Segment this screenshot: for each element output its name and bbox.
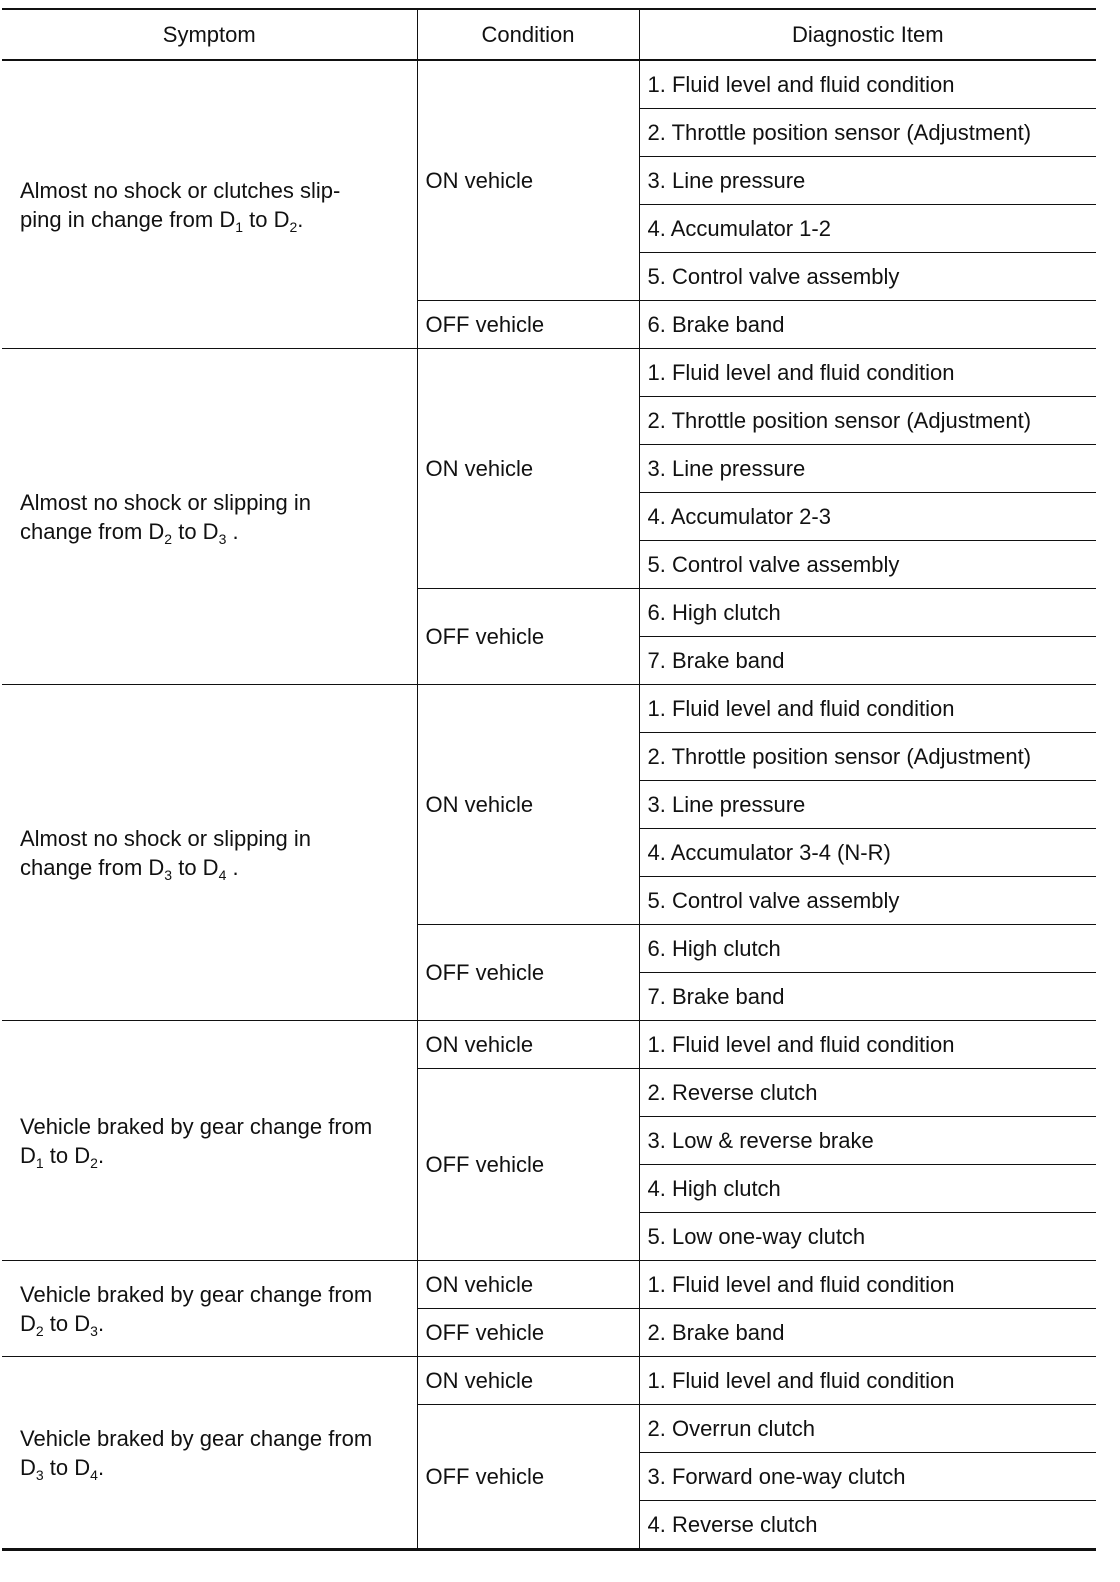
symptom-line-2: D bbox=[20, 1454, 36, 1480]
symptom-line-2-end: . bbox=[97, 1142, 105, 1168]
gear-subscript-to: 4 bbox=[218, 866, 227, 883]
condition-cell: ON vehicle bbox=[417, 349, 639, 589]
symptom-line-1: Vehicle braked by gear change from bbox=[20, 1113, 373, 1139]
symptom-line-1: Vehicle braked by gear change from bbox=[20, 1281, 373, 1307]
condition-cell: OFF vehicle bbox=[417, 301, 639, 349]
symptom-line-2-mid: to D bbox=[43, 1142, 91, 1168]
diagnostic-table bbox=[2, 8, 1096, 1551]
table-row bbox=[2, 1261, 1096, 1309]
symptom-cell bbox=[2, 1021, 417, 1261]
diagnostic-item-cell: 1. Fluid level and fluid condition bbox=[639, 685, 1096, 733]
diagnostic-item-cell: 1. Fluid level and fluid condition bbox=[639, 60, 1096, 109]
symptom-line-2-mid: to D bbox=[43, 1310, 91, 1336]
symptom-line-1: Almost no shock or slipping in bbox=[20, 825, 312, 851]
diagnostic-item-cell: 4. Reverse clutch bbox=[639, 1501, 1096, 1550]
symptom-line-2-end: . bbox=[97, 1310, 105, 1336]
diagnostic-item-cell: 1. Fluid level and fluid condition bbox=[639, 1357, 1096, 1405]
table-row bbox=[2, 60, 1096, 109]
diagnostic-item-cell: 4. Accumulator 2-3 bbox=[639, 493, 1096, 541]
symptom-line-2-mid: to D bbox=[172, 518, 219, 544]
symptom-cell bbox=[2, 685, 417, 1021]
condition-cell: ON vehicle bbox=[417, 1357, 639, 1405]
header-condition: Condition bbox=[417, 9, 639, 60]
symptom-line-2-mid: to D bbox=[172, 854, 219, 880]
symptom-line-2-end: . bbox=[226, 854, 239, 880]
gear-subscript-from: 1 bbox=[35, 1154, 44, 1171]
gear-subscript-to: 2 bbox=[90, 1154, 98, 1171]
diagnostic-item-cell: 5. Low one-way clutch bbox=[639, 1213, 1096, 1261]
diagnostic-item-cell: 2. Reverse clutch bbox=[639, 1069, 1096, 1117]
symptom-cell bbox=[2, 1261, 417, 1357]
symptom-line-2-end: . bbox=[297, 206, 304, 232]
symptom-line-2: change from D bbox=[20, 854, 165, 880]
diagnostic-item-cell: 3. Forward one-way clutch bbox=[639, 1453, 1096, 1501]
header-diagnostic-item: Diagnostic Item bbox=[639, 9, 1096, 60]
symptom-line-2-end: . bbox=[97, 1454, 105, 1480]
symptom-line-2: ping in change from D bbox=[20, 206, 236, 232]
symptom-line-2-end: . bbox=[226, 518, 239, 544]
diagnostic-item-cell: 4. Accumulator 3-4 (N-R) bbox=[639, 829, 1096, 877]
gear-subscript-from: 3 bbox=[35, 1466, 44, 1483]
gear-subscript-from: 2 bbox=[35, 1322, 44, 1339]
condition-cell: ON vehicle bbox=[417, 60, 639, 301]
diagnostic-item-cell: 5. Control valve assembly bbox=[639, 877, 1096, 925]
diagnostic-item-cell: 2. Throttle position sensor (Adjustment) bbox=[639, 397, 1096, 445]
diagnostic-item-cell: 2. Throttle position sensor (Adjustment) bbox=[639, 733, 1096, 781]
gear-subscript-to: 2 bbox=[289, 218, 298, 235]
condition-cell: OFF vehicle bbox=[417, 589, 639, 685]
diagnostic-item-cell: 1. Fluid level and fluid condition bbox=[639, 349, 1096, 397]
diagnostic-item-cell: 4. High clutch bbox=[639, 1165, 1096, 1213]
symptom-line-2: change from D bbox=[20, 518, 165, 544]
table-row bbox=[2, 349, 1096, 397]
gear-subscript-to: 3 bbox=[218, 530, 227, 547]
gear-subscript-to: 3 bbox=[90, 1322, 98, 1339]
symptom-cell bbox=[2, 60, 417, 349]
diagnostic-item-cell: 4. Accumulator 1-2 bbox=[639, 205, 1096, 253]
symptom-line-2-mid: to D bbox=[243, 206, 290, 232]
symptom-line-1: Vehicle braked by gear change from bbox=[20, 1425, 373, 1451]
header-symptom: Symptom bbox=[2, 9, 417, 60]
condition-cell: ON vehicle bbox=[417, 685, 639, 925]
gear-subscript-to: 4 bbox=[90, 1466, 98, 1483]
gear-subscript-from: 2 bbox=[164, 530, 173, 547]
diagnostic-item-cell: 6. High clutch bbox=[639, 589, 1096, 637]
diagnostic-item-cell: 2. Overrun clutch bbox=[639, 1405, 1096, 1453]
symptom-cell bbox=[2, 349, 417, 685]
diagnostic-item-cell: 5. Control valve assembly bbox=[639, 541, 1096, 589]
diagnostic-item-cell: 1. Fluid level and fluid condition bbox=[639, 1261, 1096, 1309]
diagnostic-item-cell: 3. Line pressure bbox=[639, 157, 1096, 205]
symptom-line-2-mid: to D bbox=[43, 1454, 91, 1480]
diagnostic-item-cell: 6. High clutch bbox=[639, 925, 1096, 973]
symptom-line-1: Almost no shock or clutches slip- bbox=[20, 177, 341, 203]
gear-subscript-from: 1 bbox=[235, 218, 244, 235]
diagnostic-item-cell: 3. Line pressure bbox=[639, 445, 1096, 493]
diagnostic-item-cell: 3. Low & reverse brake bbox=[639, 1117, 1096, 1165]
condition-cell: OFF vehicle bbox=[417, 1309, 639, 1357]
symptom-line-1: Almost no shock or slipping in bbox=[20, 489, 312, 515]
symptom-line-2: D bbox=[20, 1310, 36, 1336]
condition-cell: ON vehicle bbox=[417, 1021, 639, 1069]
diagnostic-item-cell: 2. Brake band bbox=[639, 1309, 1096, 1357]
gear-subscript-from: 3 bbox=[164, 866, 173, 883]
symptom-line-2: D bbox=[20, 1142, 36, 1168]
table-row bbox=[2, 1021, 1096, 1069]
table-body bbox=[2, 60, 1096, 1550]
diagnostic-item-cell: 3. Line pressure bbox=[639, 781, 1096, 829]
diagnostic-item-cell: 1. Fluid level and fluid condition bbox=[639, 1021, 1096, 1069]
diagnostic-item-cell: 7. Brake band bbox=[639, 973, 1096, 1021]
table-row bbox=[2, 1357, 1096, 1405]
diagnostic-item-cell: 7. Brake band bbox=[639, 637, 1096, 685]
condition-cell: OFF vehicle bbox=[417, 1405, 639, 1550]
diagnostic-item-cell: 5. Control valve assembly bbox=[639, 253, 1096, 301]
condition-cell: OFF vehicle bbox=[417, 925, 639, 1021]
table-row bbox=[2, 685, 1096, 733]
diagnostic-item-cell: 2. Throttle position sensor (Adjustment) bbox=[639, 109, 1096, 157]
diagnostic-item-cell: 6. Brake band bbox=[639, 301, 1096, 349]
symptom-cell bbox=[2, 1357, 417, 1550]
condition-cell: ON vehicle bbox=[417, 1261, 639, 1309]
condition-cell: OFF vehicle bbox=[417, 1069, 639, 1261]
header-row bbox=[2, 9, 1096, 60]
